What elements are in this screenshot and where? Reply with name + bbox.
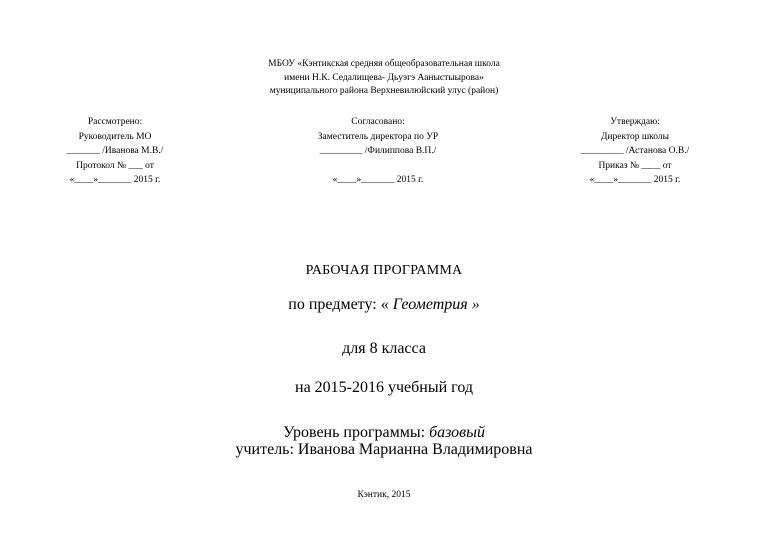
year-line: на 2015-2016 учебный год (295, 379, 473, 396)
considered-date: «____»_______ 2015 г. (69, 175, 161, 185)
agreed-block (278, 115, 478, 188)
approved-role: Директор школы (600, 131, 670, 142)
subject-line (0, 296, 768, 314)
agreed-spacer (278, 159, 478, 174)
approved-heading: Утверждаю: (610, 117, 660, 127)
agreed-role: Заместитель директора по УР (317, 131, 439, 142)
school-name-line-2: имени Н.К. Седалищева- Дьуэгэ Ааныстыырова» (284, 72, 484, 83)
teacher-line: учитель: Иванова Марианна Владимировна (235, 441, 533, 458)
program-title: РАБОЧАЯ ПРОГРАММА (305, 263, 463, 278)
considered-signature: _______ /Иванова М.В./ (66, 146, 164, 156)
approved-date: «____»_______ 2015 г. (589, 175, 681, 185)
level-value: базовый (429, 424, 485, 441)
school-district-line: муниципального района Верхневилюйский улус (район) (269, 86, 499, 96)
school-name-line-1: МБОУ «Кэнтикская средняя общеобразовательная школа (268, 59, 500, 69)
approved-signature: _________ /Астанова О.В./ (580, 146, 690, 156)
agreed-date: «____»_______ 2015 г. (332, 175, 424, 185)
school-header (0, 58, 768, 99)
agreed-heading: Согласовано: (351, 117, 405, 127)
considered-role: Руководитель МО (78, 131, 152, 142)
approved-block (555, 115, 715, 188)
place-year: Кэнтик, 2015 (357, 490, 411, 500)
subject-name: Геометрия » (392, 296, 480, 313)
level-line (0, 424, 768, 442)
agreed-signature: _________ /Филиппова В.П./ (319, 146, 437, 156)
subject-prefix: по предмету: « (288, 296, 393, 313)
grade-line: для 8 класса (342, 340, 426, 357)
considered-block (45, 115, 185, 188)
considered-protocol: Протокол № ___ от (76, 160, 154, 171)
approved-order: Приказ № ____ от (598, 160, 672, 171)
level-prefix: Уровень программы: (283, 424, 430, 441)
considered-heading: Рассмотрено: (87, 117, 143, 127)
